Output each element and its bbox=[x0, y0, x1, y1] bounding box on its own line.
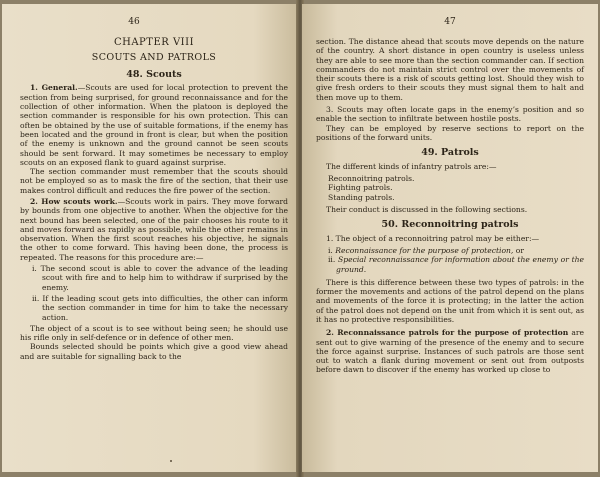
section-50-heading: 50. Reconnoitring patrols bbox=[381, 219, 519, 231]
paragraph-protection-patrols bbox=[316, 328, 584, 374]
paragraph-difference: There is this difference between these two types of patrols: in the former the movements and actions of the patrol depend on the plans and movements of the force it is protecting; in the latter the action of the patrol does not depend on the unit from which it is sent out, as it has no protective responsibilities. bbox=[316, 277, 584, 324]
patrol-object-i-text: Reconnaissance for the purpose of protection, bbox=[335, 245, 514, 255]
left-page bbox=[2, 4, 298, 472]
paragraph-how-scouts-work-text: —Scouts work in pairs. They move forward by bounds from one objective to another. When the objective for the next bound has been selected, one of the pair chooses his route to it and moves forward as rapidly as possible, while the other remains in observation. When the first scout reaches his objective, he signals the other to come forward. This having been done, the process is repeated. The reasons for this procedure are:— bbox=[20, 197, 288, 262]
page-number-right: 47 bbox=[444, 17, 456, 27]
paragraph-protection-patrols-text: are sent out to give warning of the presence of the enemy and to secure the force against surprise. Instances of such patrols are those sent out to watch a flank during movement or sent out from outposts before dawn to discover if the enemy has worked up close to bbox=[316, 328, 584, 375]
paragraph-how-scouts-work-lead: 2. How scouts work. bbox=[30, 197, 118, 206]
patrol-object-ii-text: Special reconnaissance for information about the enemy or the ground. bbox=[336, 255, 584, 274]
patrol-object-i bbox=[316, 246, 584, 255]
chapter-heading: CHAPTER VIII bbox=[113, 37, 195, 48]
paragraph-object-of-patrol: 1. The object of a reconnoitring patrol may be either:— bbox=[326, 233, 540, 243]
paragraph-protection-patrols-lead: 2. Reconnaissance patrols for the purpose of protection bbox=[326, 328, 569, 338]
paragraph-reserve-sections: They can be employed by reserve sections to report on the positions of the forward units. bbox=[316, 123, 584, 142]
printer-mark bbox=[170, 460, 172, 462]
section-49-heading: 49. Patrols bbox=[421, 147, 479, 159]
patrol-kind-fighting: Fighting patrols. bbox=[328, 183, 393, 193]
paragraph-general bbox=[20, 83, 288, 167]
paragraph-object-of-scout: The object of a scout is to see without being seen; he should use his rifle only in self-defence or in defence of other men. bbox=[20, 323, 288, 343]
paragraph-bounds: Bounds selected should be points which give a good view ahead and are suitable for signalling back to the bbox=[20, 342, 288, 361]
paragraph-gaps: 3. Scouts may often locate gaps in the enemy’s position and so enable the section to infiltrate between hostile posts. bbox=[316, 105, 584, 124]
chapter-title: SCOUTS AND PATROLS bbox=[91, 52, 217, 63]
reason-item-i: i. The second scout is able to cover the advance of the leading scout with fire and to help him to withdraw if surprised by the enemy. bbox=[32, 264, 288, 292]
paragraph-general-lead: 1. General. bbox=[30, 83, 78, 93]
patrol-object-ii bbox=[316, 255, 584, 274]
page-number-left: 46 bbox=[128, 17, 140, 27]
patrols-intro: The different kinds of infantry patrols are:— bbox=[326, 161, 497, 171]
patrol-object-i-tail: or bbox=[513, 245, 524, 255]
patrol-kind-standing: Standing patrols. bbox=[328, 192, 395, 202]
right-page bbox=[302, 4, 598, 472]
section-48-heading: 48. Scouts bbox=[126, 69, 182, 80]
patrol-kind-reconnoitring: Reconnoitring patrols. bbox=[328, 174, 415, 183]
paragraph-how-scouts-work bbox=[20, 197, 288, 262]
paragraph-section-commander: The section commander must remember that the scouts should not be employed so as to mask the fire of the section, that their use makes control difficult and reduces the fire power of the section. bbox=[20, 167, 288, 195]
reason-item-ii: ii. If the leading scout gets into difficulties, the other can inform the section commander in time for him to take the necessary action. bbox=[32, 293, 288, 322]
paragraph-general-text: —Scouts are used for local protection to prevent the section from being surprised, for ground reconnaissance and for the collection of other information. When the platoon is deployed the section commander is responsible for his own protection. This can often be obtained by the use of suitable formations, if the enemy has been located and the ground in front is clear, but when the position of the enemy is unknown and the ground cannot be seen scouts should be sent forward. It may sometimes be necessary to employ scouts on an exposed flank to guard against surprise. bbox=[20, 83, 288, 167]
patrol-object-i-number: i. bbox=[328, 245, 333, 255]
patrols-outro: Their conduct is discussed in the following sections. bbox=[326, 204, 528, 214]
patrol-object-ii-number: ii. bbox=[328, 255, 336, 265]
paragraph-continued: section. The distance ahead that scouts move depends on the nature of the country. A short distance in open country is useless unless they are able to see more than the section commander can. If section commanders do not maintain strict control over the movements of their scouts there is a risk of scouts getting lost. Should they wish to give fresh orders to their scouts they must signal them to halt and then move up to them. bbox=[316, 37, 584, 102]
